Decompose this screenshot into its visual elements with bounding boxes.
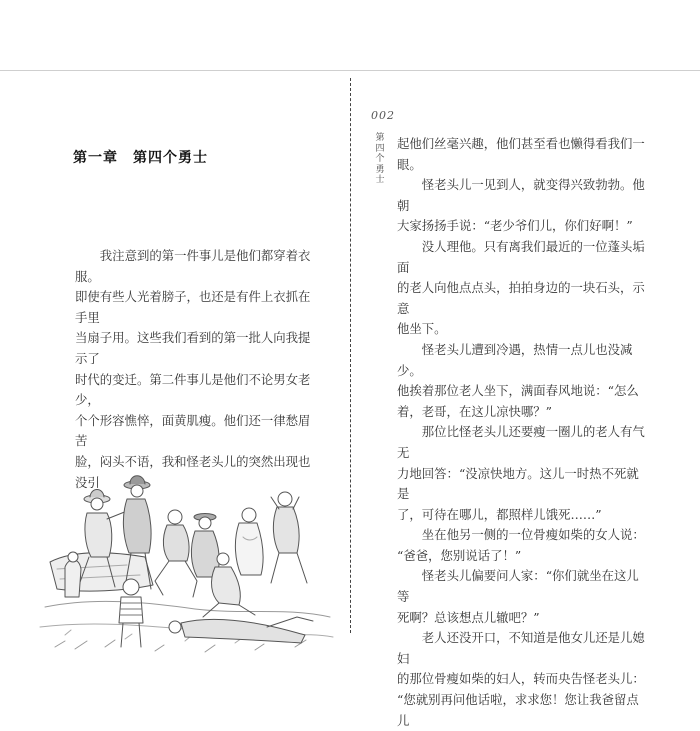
running-head-char: 四 bbox=[375, 143, 385, 154]
page-number: 002 bbox=[371, 109, 395, 122]
right-text-line: 老人还没开口，不知道是他女儿还是儿媳妇 bbox=[397, 630, 645, 666]
right-text-line: “爸爸，您别说话了！” bbox=[397, 547, 522, 563]
right-text-line: 那位比怪老头儿还要瘦一圈儿的老人有气无 bbox=[397, 424, 645, 460]
right-text-line: 他坐下。 bbox=[397, 321, 447, 337]
left-text-line: 我注意到的第一件事儿是他们都穿着衣服。 bbox=[75, 248, 311, 284]
right-text-line: 死啊？总该想点儿辙吧？” bbox=[397, 609, 540, 625]
crowd-of-weary-people-sketch-icon bbox=[35, 457, 335, 659]
right-text-line: 起他们丝毫兴趣，他们甚至看也懒得看我们一 bbox=[397, 136, 645, 151]
running-head-char: 个 bbox=[375, 154, 385, 164]
left-text-line: 个个形容憔悴，面黄肌瘦。他们还一律愁眉苦 bbox=[75, 412, 311, 449]
right-text-line: “您就别再问他话啦，求求您！您让我爸留点儿 bbox=[397, 692, 639, 728]
right-text-line: 大家扬扬手说：“老少爷们儿，你们好啊！” bbox=[397, 218, 633, 234]
right-text-line: 他挨着那位老人坐下，满面春风地说：“怎么 bbox=[397, 383, 639, 399]
left-text-line: 即使有些人光着膀子，也还是有件上衣抓在手里 bbox=[75, 289, 311, 325]
right-text-line: 怪老头儿遭到冷遇，热情一点儿也没减少。 bbox=[397, 341, 633, 378]
running-head-chapter-name bbox=[373, 133, 387, 186]
right-text-line: 眼。 bbox=[397, 156, 422, 172]
running-head-char: 第 bbox=[375, 133, 385, 143]
right-text-line: 怪老头儿偏要问人家：“你们就坐在这儿等 bbox=[397, 568, 639, 605]
right-text-line: 着，老哥，在这儿凉快哪？” bbox=[397, 403, 553, 419]
left-text-line: 时代的变迁。第二件事儿是他们不论男女老少， bbox=[75, 371, 311, 408]
right-body-text bbox=[397, 134, 649, 731]
running-head-char: 士 bbox=[375, 175, 385, 185]
left-page bbox=[0, 71, 349, 636]
right-text-line: 坐在他另一侧的一位骨瘦如柴的女人说： bbox=[421, 527, 645, 543]
right-text-line: 力地回答：“没凉快地方。这儿一时热不死就是 bbox=[397, 465, 639, 502]
right-text-line: 怪老头儿一见到人，就变得兴致勃勃。他朝 bbox=[397, 177, 645, 213]
right-page bbox=[351, 71, 700, 728]
running-head-char: 勇 bbox=[375, 164, 385, 175]
left-text-line: 当扇子用。这些我们看到的第一批人向我提示了 bbox=[75, 330, 311, 366]
right-text-line: 的那位骨瘦如柴的妇人，转而央告怪老头儿： bbox=[397, 671, 645, 687]
left-text-line: 脸，闷头不语，我和怪老头儿的突然出现也没引 bbox=[75, 453, 311, 490]
chapter-title: 第一章 第四个勇士 bbox=[73, 150, 208, 166]
right-text-line: 了，可待在哪儿，都照样儿饿死……” bbox=[397, 506, 602, 522]
right-text-line: 没人理他。只有离我们最近的一位蓬头垢面 bbox=[397, 238, 645, 275]
right-text-line: 的老人向他点点头，拍拍身边的一块石头，示意 bbox=[397, 280, 645, 316]
